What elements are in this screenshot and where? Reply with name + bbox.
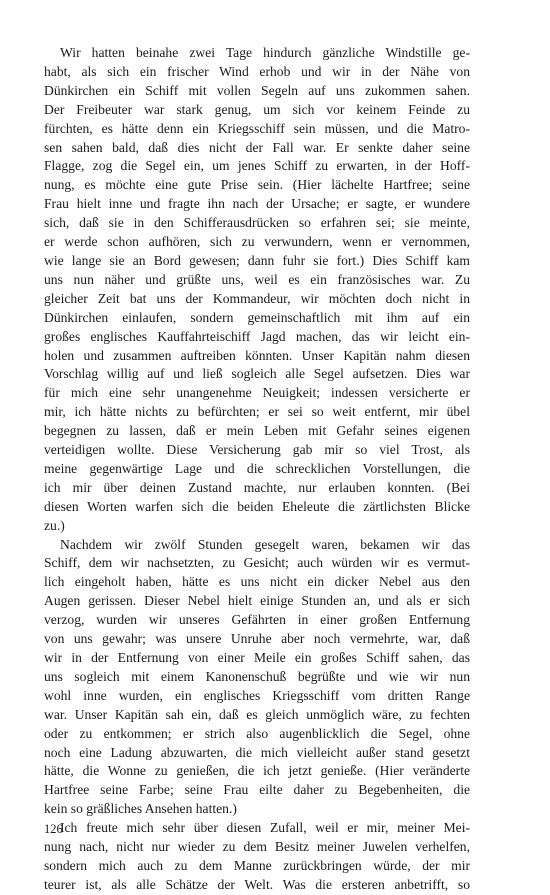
body-text <box>44 44 470 895</box>
text-line: wohl inne wurden, ein englisches Kriegsschiff vom dritten Range <box>44 687 470 703</box>
text-line: verteidigen wollte. Diese Versicherung gab mir so viel Trost, als <box>44 442 470 458</box>
text-line: habt, als sich ein frischer Wind erhob und wir in der Nähe von <box>44 63 470 79</box>
text-line: Frau hielt inne und fragte ihn nach der Ursache; er sagte, er wundere <box>44 196 470 212</box>
text-line: wie lange sie an Bord gewesen; dann fuhr sie fort.) Dies Schiff kam <box>44 252 470 268</box>
text-line: oder zu entkommen; er strich also augenblicklich die Segel, ohne <box>44 725 470 741</box>
text-line: Wir hatten beinahe zwei Tage hindurch gänzliche Windstille ge- <box>60 45 470 60</box>
text-line: er werde schon aufhören, sich zu verwundern, wenn er vernommen, <box>44 234 470 250</box>
text-line: von uns gewahr; was unsere Unruhe aber noch vermehrte, war, daß <box>44 631 470 647</box>
text-line: verzog, wurden wir unseres Gefährten in einer großen Entfernung <box>44 612 470 628</box>
text-line: gleicher Zeit bat uns der Kommandeur, wir möchten doch nicht in <box>44 290 470 306</box>
text-line: Flagge, zog die Segel ein, um jenes Schiff zu erwarten, in der Hoff- <box>44 158 470 174</box>
text-line: Ich freute mich sehr über diesen Zufall, weil er mir, meiner Mei- <box>60 820 470 836</box>
text-line: Augen gerissen. Dieser Nebel hielt einige Stunden an, und als er sich <box>44 593 470 609</box>
text-line: sich, daß sie in den Schifferausdrücken so erfahren sei; sie meinte, <box>44 215 470 231</box>
text-line: Dünkirchen ein Schiff mit vollen Segeln auf uns zukommen sahen. <box>44 82 470 98</box>
text-line: nung nach, nicht nur wieder zu dem Besitz meiner Juwelen verhelfen, <box>44 839 470 855</box>
text-line: Nachdem wir zwölf Stunden gesegelt waren, bekamen wir das <box>60 536 470 552</box>
text-line: hätte, die Wonne zu genießen, die ich jetzt genieße. (Hier veränderte <box>44 763 470 779</box>
text-line: uns sogleich mit einem Kanonenschuß begrüßte und wie wir nun <box>44 668 470 684</box>
text-line: Hartfree seine Farbe; seine Frau eilte daher zu Begebenheiten, die <box>44 782 470 798</box>
text-line: mir, ich hätte nichts zu befürchten; er sei so weit entfernt, mir übel <box>44 404 470 420</box>
text-line: Vorschlag willig auf und ließ sogleich alle Segel aufsetzen. Dies war <box>44 366 470 382</box>
text-line: nung, es möchte eine gute Prise sein. (Hier lächelte Hartfree; seine <box>44 177 470 193</box>
text-line: großes englisches Kauffahrteischiff Jagd machen, das wir leicht ein- <box>44 328 470 344</box>
text-line: zu.) <box>44 517 65 533</box>
text-line: diesen Worten warfen sich die beiden Eheleute die zärtlichsten Blicke <box>44 498 470 514</box>
text-line: meine gegenwärtige Lage und die schrecklichen Vorstellungen, die <box>44 460 470 476</box>
page-number: 126 <box>44 822 63 836</box>
text-line: ich mir über deinen Zustand machte, nur erlauben konnten. (Bei <box>44 479 470 495</box>
text-line: lich eingeholt haben, hätte es uns nicht ein dicker Nebel aus den <box>44 574 470 590</box>
text-line: kein so gräßliches Ansehen hatten.) <box>44 801 237 817</box>
text-line: sondern mich auch zu dem Manne zurückbringen würde, der mir <box>44 857 470 873</box>
text-line: teurer ist, als alle Schätze der Welt. Was die ersteren anbetrifft, so <box>44 876 470 892</box>
text-line: war. Unser Kapitän sah ein, daß es gleich unmöglich wäre, zu fechten <box>44 706 470 722</box>
text-line: wir in der Entfernung von einer Meile ein großes Schiff sahen, das <box>44 650 470 665</box>
text-line: begegnen zu lassen, daß er mein Leben mit Gefahr seines eigenen <box>44 423 470 439</box>
text-line: fürchten, es hätte denn ein Kriegsschiff sein müssen, und die Matro- <box>44 120 470 136</box>
text-line: für mich eine sehr unangenehme Neuigkeit; indessen versicherte er <box>44 385 470 401</box>
text-line: uns nun näher und grüßte uns, weil es ein französisches war. Zu <box>44 271 470 287</box>
text-line: Dünkirchen einlaufen, sondern gemeinschaftlich mit ihm auf ein <box>44 309 470 325</box>
text-line: Schiff, dem wir nachsetzten, zu Gesicht; auch würden wir es vermut- <box>44 555 470 571</box>
text-line: Der Freibeuter war stark genug, um sich vor keinem Feinde zu <box>44 101 470 117</box>
text-line: noch eine Ladung abzuwarten, die mich vielleicht außer stand gesetzt <box>44 744 470 760</box>
text-line: holen und zusammen auftreiben könnten. Unser Kapitän nahm diesen <box>44 347 470 363</box>
text-line: sen sahen bald, daß dies nicht der Fall war. Er senkte daher seine <box>44 139 470 155</box>
